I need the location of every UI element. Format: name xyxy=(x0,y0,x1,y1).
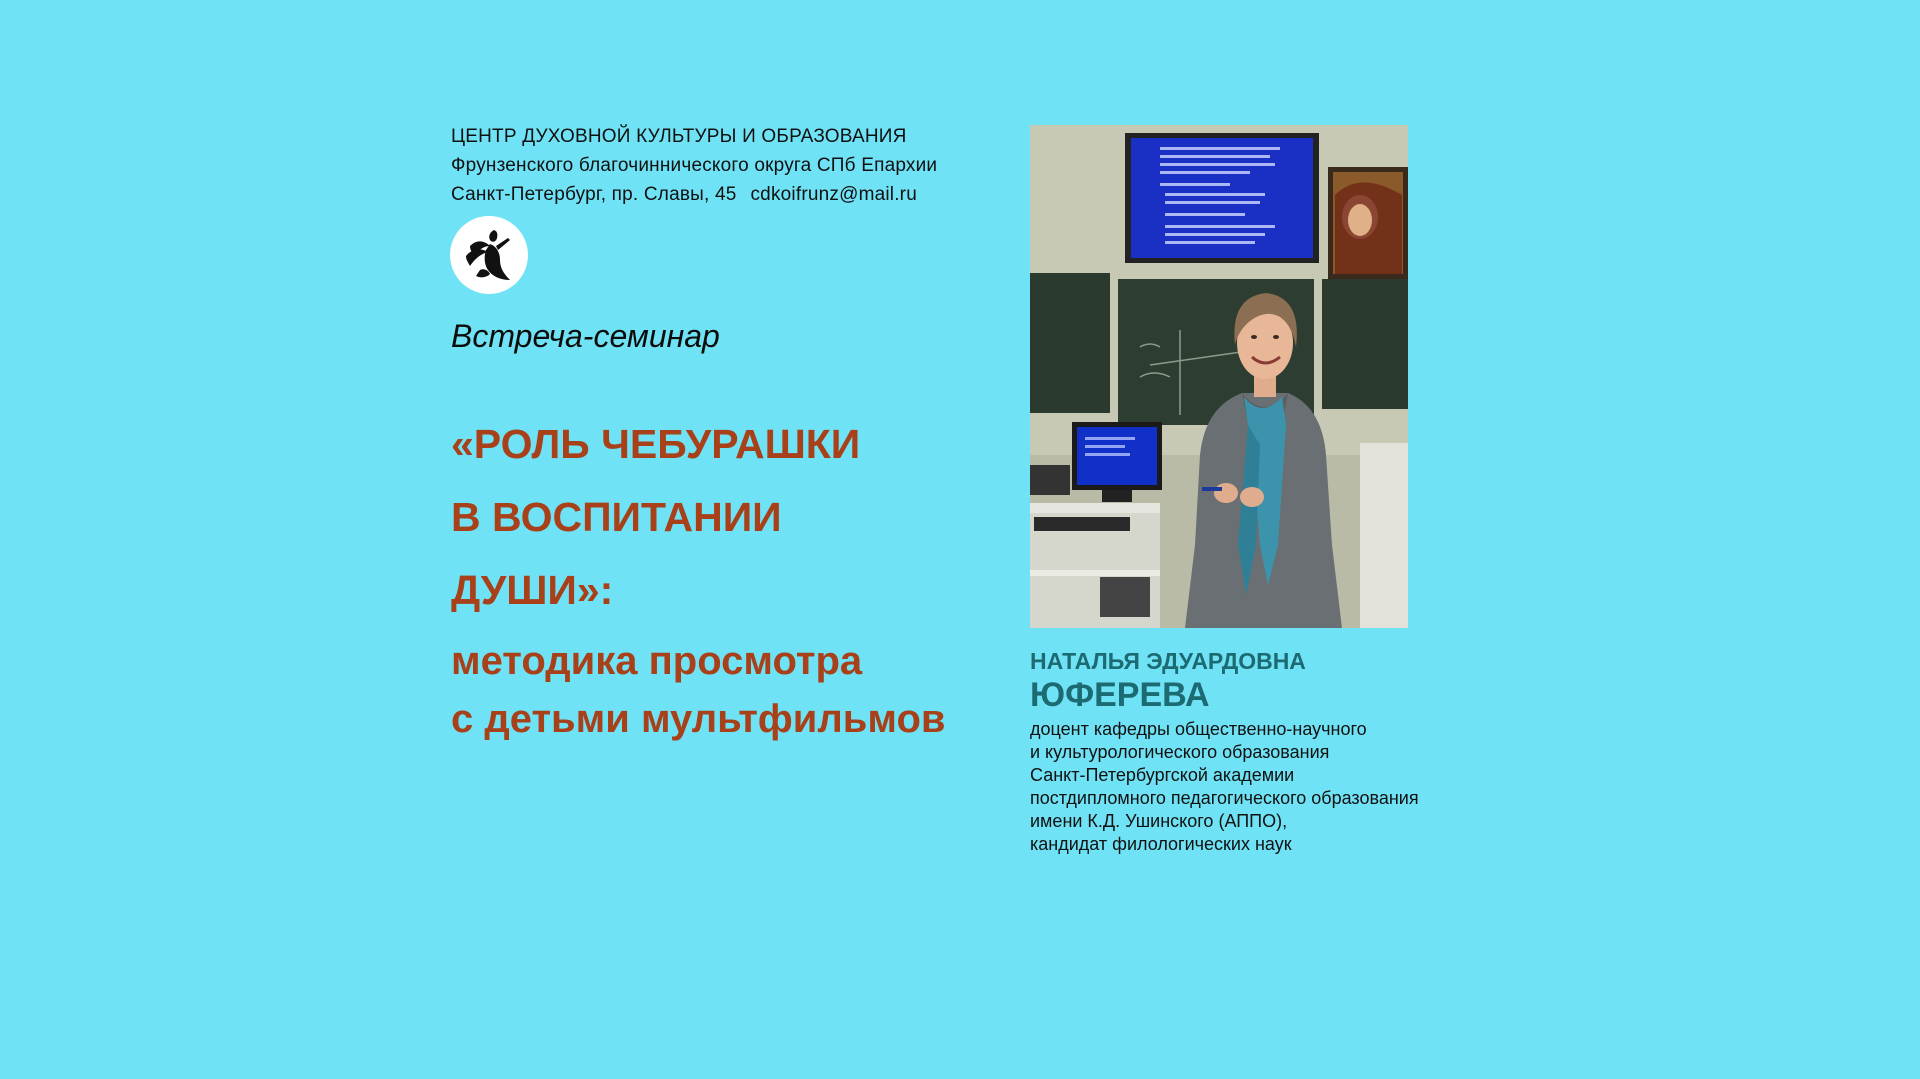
organization-email: cdkoifrunz@mail.ru xyxy=(750,184,917,205)
speaker-bio xyxy=(1030,718,1448,856)
organization-district: Фрунзенского благочиннического округа СПб Епархии xyxy=(451,155,938,176)
event-subtitle-line: методика просмотра xyxy=(451,639,863,683)
speaker-photo-illustration xyxy=(1030,125,1408,628)
event-subtitle xyxy=(451,632,945,748)
organization-address: Санкт-Петербург, пр. Славы, 45 xyxy=(451,184,737,205)
speaker-last-name: ЮФЕРЕВА xyxy=(1030,676,1210,714)
speaker-bio-line: имени К.Д. Ушинского (АППО), xyxy=(1030,811,1288,831)
speaker-bio-line: кандидат филологических наук xyxy=(1030,834,1292,854)
speaker-photo xyxy=(1030,125,1408,628)
organization-header xyxy=(451,122,1011,209)
event-title-line: В ВОСПИТАНИИ xyxy=(451,494,782,540)
speaker-first-names: НАТАЛЬЯ ЭДУАРДОВНА xyxy=(1030,648,1306,674)
speaker-bio-line: и культурологического образования xyxy=(1030,742,1330,762)
event-title-line: «РОЛЬ ЧЕБУРАШКИ xyxy=(451,421,861,467)
speaker-bio-line: постдипломного педагогического образования xyxy=(1030,788,1419,808)
angel-logo-graphic xyxy=(450,216,528,294)
organization-name: ЦЕНТР ДУХОВНОЙ КУЛЬТУРЫ И ОБРАЗОВАНИЯ xyxy=(451,126,907,147)
event-title xyxy=(451,408,860,627)
event-subtitle-line: с детьми мультфильмов xyxy=(451,697,946,741)
organization-contacts xyxy=(451,180,1011,209)
event-title-line: ДУШИ»: xyxy=(451,567,614,613)
event-type: Встреча-семинар xyxy=(451,318,720,354)
speaker-bio-line: Санкт-Петербургской академии xyxy=(1030,765,1295,785)
speaker-bio-line: доцент кафедры общественно-научного xyxy=(1030,719,1367,739)
angel-logo-icon xyxy=(450,216,528,294)
